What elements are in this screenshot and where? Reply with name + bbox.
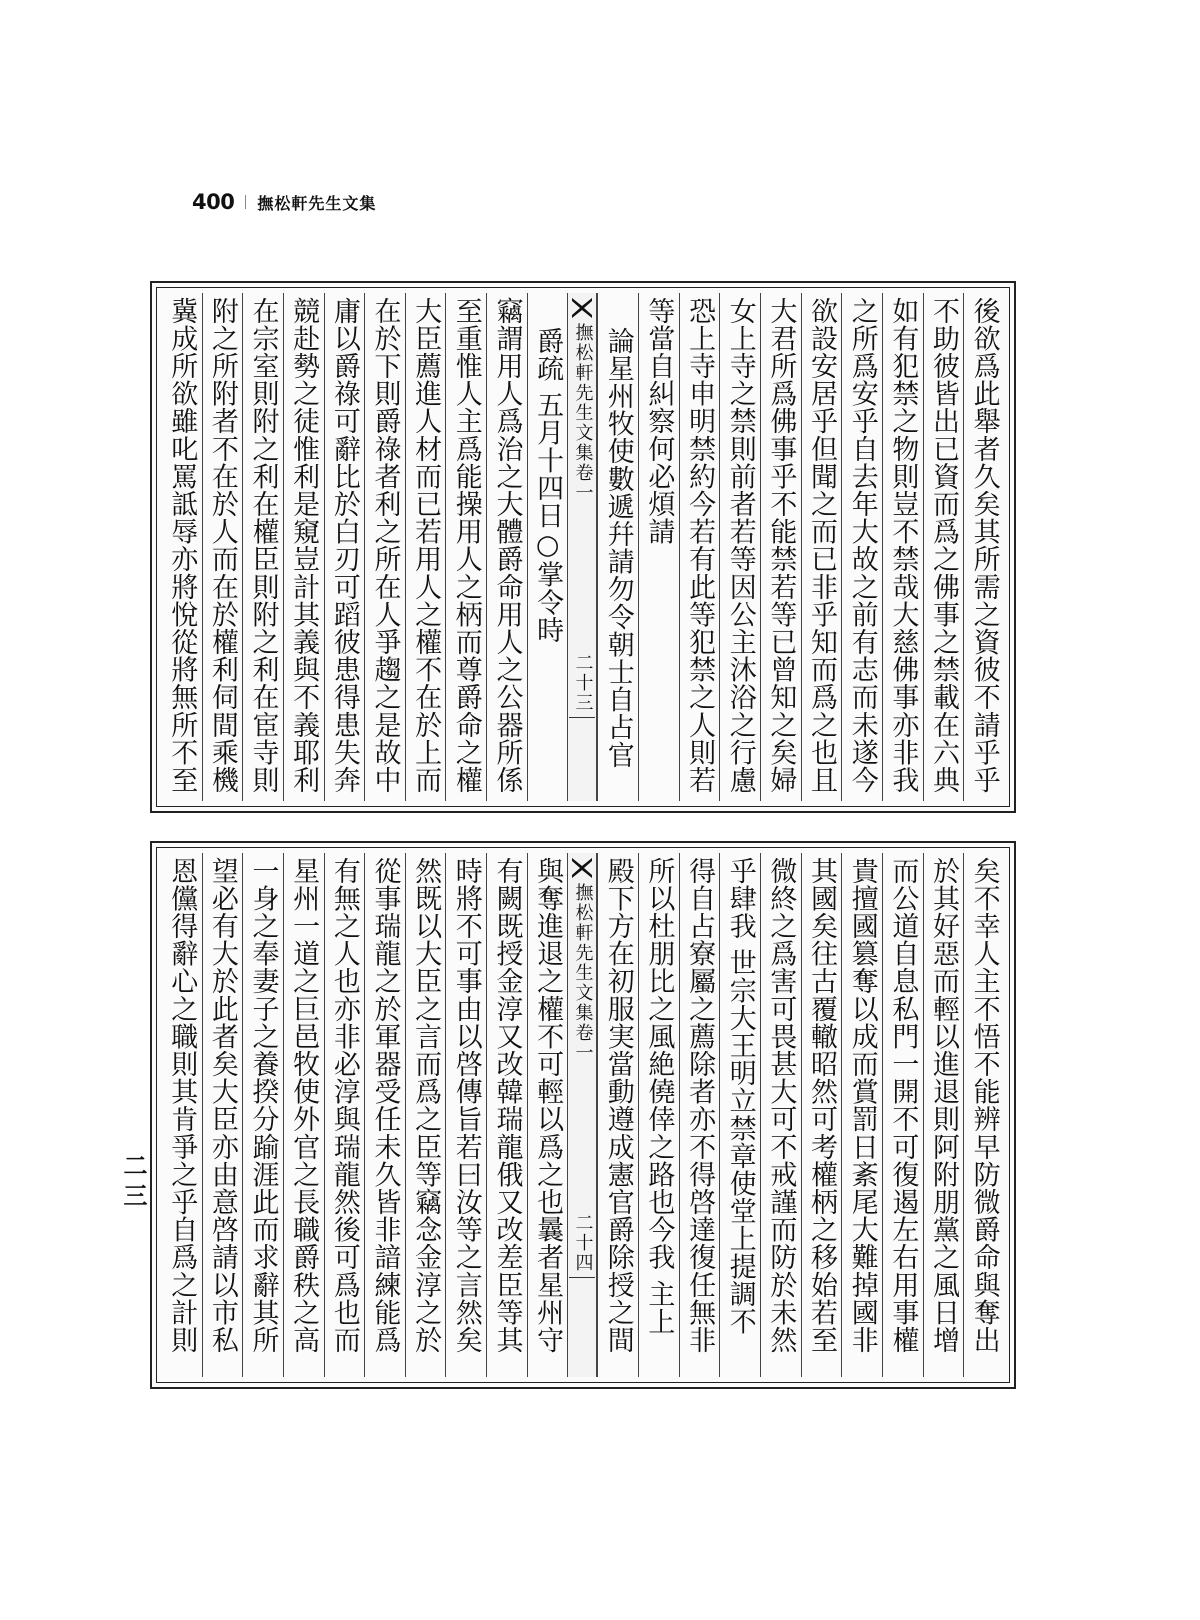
column-text: 冀成所欲雖叱罵詆辱亦將悅從將無所不至 [166,297,198,794]
text-column [324,853,365,1377]
column-text: 從事瑞龍之於軍器受任未久皆非諳練能爲 [369,857,401,1354]
text-column [445,853,486,1377]
text-column [882,293,923,801]
column-text: 乎肆我 世宗大王明立禁章使堂上提調不 [724,857,756,1336]
column-text: 在宗室則附之利在權臣則附之利在宦寺則 [247,297,279,794]
fold-title: 撫松軒先生文集卷一 [572,323,594,503]
text-columns [162,293,1004,801]
text-column [597,293,638,801]
column-text: 貴擅國篡奪以成而賞罰日紊尾大難掉國非 [846,857,878,1354]
column-text: 在於下則爵祿者利之所在人爭趨之是故中 [369,297,401,794]
column-text: 大臣薦進人材而已若用人之權不在於上而 [410,297,442,794]
text-column [445,293,486,801]
text-column [679,853,720,1377]
woodblock-page-top [150,281,1016,813]
column-text: 竊謂用人爲治之大體爵命用人之公器所係 [491,297,523,794]
text-column [963,293,1004,801]
text-column [364,293,405,801]
column-text: 如有犯禁之物則豈不禁哉大慈佛事亦非我 [887,297,919,794]
text-column [801,293,842,801]
column-text: 之所爲安乎自去年大故之前有志而未遂今 [846,297,878,794]
text-column [202,293,243,801]
column-text: 得自占寮屬之薦除者亦不得啓達復任無非 [684,857,716,1354]
text-column [162,853,202,1377]
text-column [364,853,405,1377]
text-column [283,293,324,801]
text-column [242,293,283,801]
text-column [405,853,446,1377]
text-column [882,853,923,1377]
text-column [324,293,365,801]
column-text: 有無之人也亦非必淳與瑞龍然後可爲也而 [328,857,360,1354]
fish-tail-ornament-icon [571,857,593,879]
text-column [638,293,679,801]
text-column [923,853,964,1377]
column-text: 其國矣往古覆轍昭然可考權柄之移始若至 [806,857,838,1354]
text-column [597,853,638,1377]
text-column [801,853,842,1377]
text-column [527,853,568,1377]
column-text: 競赴勢之徒惟利是窺豈計其義與不義耶利 [288,297,320,794]
text-column [283,853,324,1377]
column-text: 恐上寺申明禁約今若有此等犯禁之人則若 [684,297,716,794]
column-text: 而公道自息私門一開不可復遏左右用事權 [887,857,919,1354]
running-header [192,190,376,214]
column-text: 論星州牧使數遞幷請勿令朝士自占官 [602,327,634,769]
column-text: 一身之奉妻子之養揆分踰涯此而求辭其所 [247,857,279,1354]
column-text: 後欲爲此舉者久矣其所需之資彼不請乎乎 [968,297,1000,794]
fold-title: 撫松軒先生文集卷一 [572,883,594,1063]
text-column [719,293,760,801]
column-text: 附之所附者不在於人而在於權利伺間乘機 [206,297,238,794]
text-column [760,293,801,801]
text-column [679,293,720,801]
text-column [719,853,760,1377]
column-text: 矣不幸人主不悟不能辨早防微爵命與奪出 [968,857,1000,1354]
text-column [638,853,679,1377]
text-column [527,293,568,801]
woodblock-page-bottom [150,841,1016,1389]
column-text: 恩儻得辭心之職則其肯爭之乎自爲之計則 [166,857,198,1354]
header-divider [245,195,246,209]
column-text: 至重惟人主爲能操用人之柄而尊爵命之權 [450,297,482,794]
column-text: 欲設安居乎但聞之而已非乎知而爲之也且 [806,297,838,794]
column-text: 不助彼皆出已資而爲之佛事之禁載在六典 [928,297,960,794]
column-text: 庸以爵祿可辭比於白刃可蹈彼患得患失奔 [328,297,360,794]
column-text: 望必有大於此者矣大臣亦由意啓請以市私 [206,857,238,1354]
text-column [486,853,527,1377]
column-text: 大君所爲佛事乎不能禁若等已曾知之矣婦 [765,297,797,794]
column-text: 殿下方在初服実當動遵成憲官爵除授之間 [602,857,634,1354]
column-text: 時將不可事由以啓傳旨若曰汝等之言然矣 [450,857,482,1354]
text-column [963,853,1004,1377]
center-fold-column [567,853,597,1377]
text-column [923,293,964,801]
column-text: 於其好惡而輕以進退則阿附朋黨之風日增 [928,857,960,1354]
text-column [242,853,283,1377]
text-columns [162,853,1004,1377]
text-column [162,293,202,801]
book-title: 撫松軒先生文集 [257,193,377,213]
column-text: 星州一道之巨邑牧使外官之長職爵秩之高 [288,857,320,1354]
text-column [841,293,882,801]
column-text: 所以杜朋比之風絶僥倖之路也今我 主上 [643,857,675,1336]
column-text: 微終之爲害可畏甚大可不戒謹而防於未然 [765,857,797,1354]
fold-leaf-number: 二十三 [569,653,595,718]
column-text: 爵疏 五月十四日○掌令時 [532,327,564,644]
text-column [202,853,243,1377]
text-column [760,853,801,1377]
fold-leaf-number: 二十四 [569,1213,595,1278]
folio-mark: 二三 [119,1153,148,1213]
text-column [486,293,527,801]
center-fold-column [567,293,597,801]
column-text: 與奪進退之權不可輕以爲之也曩者星州守 [532,857,564,1354]
text-column [841,853,882,1377]
fish-tail-ornament-icon [571,297,593,319]
column-text: 等當自糾察何必煩請 [643,297,675,546]
page-number: 400 [192,190,235,214]
column-text: 有闕既授金淳又改韓瑞龍俄又改差臣等其 [491,857,523,1354]
text-column [405,293,446,801]
column-text: 女上寺之禁則前者若等因公主沐浴之行慮 [724,297,756,794]
column-text: 然既以大臣之言而爲之臣等竊念金淳之於 [410,857,442,1354]
